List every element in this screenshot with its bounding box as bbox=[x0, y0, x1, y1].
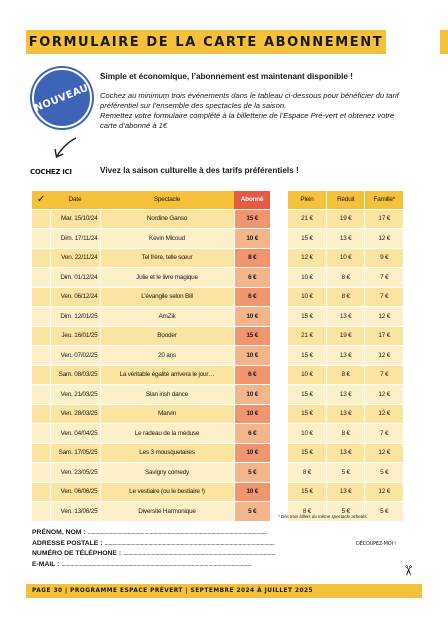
event-show: Le vestiaire (ou le bestiaire !) bbox=[100, 482, 234, 502]
event-checkbox[interactable] bbox=[32, 268, 50, 288]
form-field-address[interactable] bbox=[32, 539, 352, 550]
check-column-header bbox=[32, 191, 50, 209]
event-abonne-price: 15 € bbox=[234, 209, 270, 229]
scissors-icon: ✂ bbox=[400, 564, 417, 577]
event-famille-price: 12 € bbox=[365, 482, 404, 502]
event-famille-price: 9 € bbox=[365, 248, 404, 268]
event-abonne-price: 6 € bbox=[234, 287, 270, 307]
event-date: Ven. 23/05/25 bbox=[50, 463, 100, 483]
event-reduit-price: 13 € bbox=[326, 307, 365, 327]
table-row bbox=[288, 287, 404, 307]
event-reduit-price: 8 € bbox=[326, 287, 365, 307]
event-plein-price: 10 € bbox=[288, 365, 326, 385]
event-show: Diversité Harmonique bbox=[100, 502, 234, 522]
table-row bbox=[32, 482, 270, 502]
table-row bbox=[32, 404, 270, 424]
event-abonne-price: 5 € bbox=[234, 502, 270, 522]
event-reduit-price: 10 € bbox=[326, 248, 365, 268]
form-field-dots: .................................................................................................................................... bbox=[104, 539, 275, 547]
event-abonne-price: 8 € bbox=[234, 248, 270, 268]
new-badge bbox=[32, 68, 92, 128]
event-checkbox[interactable] bbox=[32, 463, 50, 483]
event-plein-price: 10 € bbox=[288, 424, 326, 444]
event-date: Ven. 13/06/25 bbox=[50, 502, 100, 522]
event-checkbox[interactable] bbox=[32, 346, 50, 366]
event-plein-price: 15 € bbox=[288, 482, 326, 502]
table-row bbox=[32, 443, 270, 463]
event-date: Dim. 12/01/25 bbox=[50, 307, 100, 327]
event-famille-price: 12 € bbox=[365, 229, 404, 249]
table-row bbox=[32, 502, 270, 522]
table-row bbox=[288, 209, 404, 229]
table-row bbox=[32, 248, 270, 268]
famille-column-header: Famille* bbox=[365, 191, 404, 209]
prices-table bbox=[288, 191, 404, 522]
table-row bbox=[32, 463, 270, 483]
event-famille-price: 5 € bbox=[365, 463, 404, 483]
event-reduit-price: 19 € bbox=[326, 326, 365, 346]
event-date: Sam. 08/03/25 bbox=[50, 365, 100, 385]
event-plein-price: 15 € bbox=[288, 404, 326, 424]
event-reduit-price: 5 € bbox=[326, 463, 365, 483]
event-reduit-price: 8 € bbox=[326, 424, 365, 444]
event-plein-price: 12 € bbox=[288, 248, 326, 268]
form-field-name[interactable] bbox=[32, 528, 352, 539]
form-field-dots: ........................................................................................................................................... bbox=[87, 529, 267, 536]
event-famille-price: 5 € bbox=[365, 502, 404, 522]
event-checkbox[interactable] bbox=[32, 502, 50, 522]
table-row bbox=[32, 287, 270, 307]
event-checkbox[interactable] bbox=[32, 404, 50, 424]
event-reduit-price: 8 € bbox=[326, 268, 365, 288]
event-show: Julie et le livre magique bbox=[100, 268, 234, 288]
event-checkbox[interactable] bbox=[32, 365, 50, 385]
event-checkbox[interactable] bbox=[32, 307, 50, 327]
event-checkbox[interactable] bbox=[32, 229, 50, 249]
checkmark-icon: ✓ bbox=[36, 194, 46, 206]
event-reduit-price: 19 € bbox=[326, 209, 365, 229]
event-date: Ven. 06/12/24 bbox=[50, 287, 100, 307]
reduit-column-header: Réduit bbox=[326, 191, 365, 209]
event-checkbox[interactable] bbox=[32, 287, 50, 307]
event-date: Ven. 22/11/24 bbox=[50, 248, 100, 268]
event-abonne-price: 10 € bbox=[234, 307, 270, 327]
table-row bbox=[288, 229, 404, 249]
show-column-header: Spectacle bbox=[100, 191, 234, 209]
event-plein-price: 8 € bbox=[288, 463, 326, 483]
event-date: Sam. 17/05/25 bbox=[50, 443, 100, 463]
event-show: AmZik bbox=[100, 307, 234, 327]
event-abonne-price: 10 € bbox=[234, 229, 270, 249]
event-abonne-price: 5 € bbox=[234, 463, 270, 483]
event-checkbox[interactable] bbox=[32, 424, 50, 444]
form-field-email[interactable] bbox=[32, 560, 352, 571]
event-plein-price: 15 € bbox=[288, 307, 326, 327]
event-famille-price: 7 € bbox=[365, 287, 404, 307]
event-checkbox[interactable] bbox=[32, 326, 50, 346]
event-plein-price: 15 € bbox=[288, 346, 326, 366]
event-famille-price: 12 € bbox=[365, 307, 404, 327]
table-row bbox=[288, 482, 404, 502]
abonne-column-header: Abonné bbox=[234, 191, 270, 209]
form-field-label: PRÉNOM, NOM : bbox=[32, 529, 88, 536]
event-checkbox[interactable] bbox=[32, 209, 50, 229]
event-famille-price: 7 € bbox=[365, 424, 404, 444]
event-reduit-price: 5 € bbox=[326, 502, 365, 522]
page-title-bar bbox=[26, 30, 386, 54]
table-row bbox=[32, 229, 270, 249]
event-show: La véritable égalité arrivera le jour… bbox=[100, 365, 234, 385]
new-badge-label: NOUVEAU bbox=[33, 82, 91, 114]
event-plein-price: 10 € bbox=[288, 287, 326, 307]
events-table bbox=[32, 191, 270, 522]
event-plein-price: 15 € bbox=[288, 443, 326, 463]
table-row bbox=[32, 307, 270, 327]
form-field-phone[interactable] bbox=[32, 549, 352, 560]
event-abonne-price: 10 € bbox=[234, 404, 270, 424]
event-plein-price: 15 € bbox=[288, 385, 326, 405]
table-row bbox=[288, 424, 404, 444]
cut-here-label: DÉCOUPEZ-MOI ! bbox=[356, 541, 396, 547]
table-row bbox=[32, 424, 270, 444]
event-famille-price: 12 € bbox=[365, 443, 404, 463]
event-famille-price: 17 € bbox=[365, 209, 404, 229]
event-abonne-price: 6 € bbox=[234, 268, 270, 288]
page-title: FORMULAIRE DE LA CARTE ABONNEMENT bbox=[28, 34, 384, 50]
table-row bbox=[288, 248, 404, 268]
event-date: Ven. 07/02/25 bbox=[50, 346, 100, 366]
event-checkbox[interactable] bbox=[32, 385, 50, 405]
event-show: Slan irish dance bbox=[100, 385, 234, 405]
event-date: Dim. 01/12/24 bbox=[50, 268, 100, 288]
table-row bbox=[288, 385, 404, 405]
event-plein-price: 10 € bbox=[288, 268, 326, 288]
event-show: Les 3 mousquetaires bbox=[100, 443, 234, 463]
event-plein-price: 8 € bbox=[288, 502, 326, 522]
page-footer bbox=[26, 584, 422, 598]
event-plein-price: 21 € bbox=[288, 326, 326, 346]
table-footnote: * Dès trois billets du même spectacle achetés. bbox=[278, 514, 368, 519]
event-famille-price: 7 € bbox=[365, 268, 404, 288]
event-abonne-price: 6 € bbox=[234, 365, 270, 385]
date-column-header: Date bbox=[50, 191, 100, 209]
event-reduit-price: 13 € bbox=[326, 229, 365, 249]
event-abonne-price: 15 € bbox=[234, 326, 270, 346]
event-plein-price: 21 € bbox=[288, 209, 326, 229]
table-row bbox=[288, 443, 404, 463]
event-show: Booder bbox=[100, 326, 234, 346]
form-field-dots: .................................................................................................................................................... bbox=[61, 560, 253, 568]
table-row bbox=[32, 385, 270, 405]
event-reduit-price: 8 € bbox=[326, 365, 365, 385]
form-field-dots: ...................................................................................................................... bbox=[123, 550, 276, 557]
event-abonne-price: 10 € bbox=[234, 385, 270, 405]
event-abonne-price: 10 € bbox=[234, 482, 270, 502]
footer-text: PAGE 30 | PROGRAMME ESPACE PRÉVERT | SEPTEMBRE 2024 À JUILLET 2025 bbox=[32, 588, 314, 594]
event-show: Le radeau de la méduse bbox=[100, 424, 234, 444]
event-date: Jeu. 16/01/25 bbox=[50, 326, 100, 346]
event-reduit-price: 13 € bbox=[326, 482, 365, 502]
table-row bbox=[32, 346, 270, 366]
table-row bbox=[288, 326, 404, 346]
event-show: 20 ans bbox=[100, 346, 234, 366]
edge-tab bbox=[440, 30, 448, 54]
event-reduit-price: 13 € bbox=[326, 385, 365, 405]
section-subhead: Vivez la saison culturelle à des tarifs préférentiels ! bbox=[100, 166, 299, 175]
event-checkbox[interactable] bbox=[32, 443, 50, 463]
intro-lead: Simple et économique, l’abonnement est maintenant disponible ! bbox=[100, 72, 353, 81]
event-show: L’évangile selon Bill bbox=[100, 287, 234, 307]
table-row bbox=[288, 346, 404, 366]
event-reduit-price: 13 € bbox=[326, 443, 365, 463]
event-reduit-price: 13 € bbox=[326, 346, 365, 366]
table-row bbox=[288, 404, 404, 424]
form-field-label: NUMÉRO DE TÉLÉPHONE : bbox=[32, 550, 124, 557]
intro-paragraph-1: Cochez au minimum trois événements dans le tableau ci-dessous pour bénéficier du tarif préférentiel sur l’ensemble des spectacles de la saison. bbox=[100, 91, 399, 110]
event-checkbox[interactable] bbox=[32, 248, 50, 268]
plein-column-header: Plein bbox=[288, 191, 326, 209]
event-checkbox[interactable] bbox=[32, 482, 50, 502]
table-row bbox=[288, 307, 404, 327]
table-row bbox=[288, 268, 404, 288]
event-show: Nordine Ganso bbox=[100, 209, 234, 229]
event-date: Ven. 04/04/25 bbox=[50, 424, 100, 444]
table-row bbox=[32, 268, 270, 288]
event-plein-price: 15 € bbox=[288, 229, 326, 249]
table-row bbox=[32, 326, 270, 346]
event-show: Savigny comedy bbox=[100, 463, 234, 483]
event-famille-price: 12 € bbox=[365, 346, 404, 366]
event-date: Mar. 15/10/24 bbox=[50, 209, 100, 229]
event-show: Kevin Micoud bbox=[100, 229, 234, 249]
table-row bbox=[288, 365, 404, 385]
event-famille-price: 17 € bbox=[365, 326, 404, 346]
event-famille-price: 12 € bbox=[365, 404, 404, 424]
table-row bbox=[288, 463, 404, 483]
event-show: Tel frère, telle sœur bbox=[100, 248, 234, 268]
table-row bbox=[32, 365, 270, 385]
table-row bbox=[32, 209, 270, 229]
intro-paragraph-2: Remettez votre formulaire complété à la billetterie de l’Espace Pré-vert et obtenez votre carte d’abonné à 1€ bbox=[100, 111, 395, 130]
event-date: Ven. 28/03/25 bbox=[50, 404, 100, 424]
form-field-label: E-MAIL : bbox=[32, 560, 62, 568]
event-famille-price: 12 € bbox=[365, 385, 404, 405]
subscription-form bbox=[32, 528, 352, 570]
event-abonne-price: 6 € bbox=[234, 424, 270, 444]
event-reduit-price: 13 € bbox=[326, 404, 365, 424]
event-date: Ven. 21/03/25 bbox=[50, 385, 100, 405]
form-field-label: ADRESSE POSTALE : bbox=[32, 539, 105, 547]
event-abonne-price: 10 € bbox=[234, 346, 270, 366]
arrow-icon bbox=[52, 136, 78, 160]
event-famille-price: 7 € bbox=[365, 365, 404, 385]
event-abonne-price: 10 € bbox=[234, 443, 270, 463]
cochez-label: COCHEZ ICI bbox=[30, 168, 72, 176]
event-date: Dim. 17/11/24 bbox=[50, 229, 100, 249]
event-show: Marvin bbox=[100, 404, 234, 424]
intro-block bbox=[100, 72, 412, 131]
event-date: Ven. 06/06/25 bbox=[50, 482, 100, 502]
